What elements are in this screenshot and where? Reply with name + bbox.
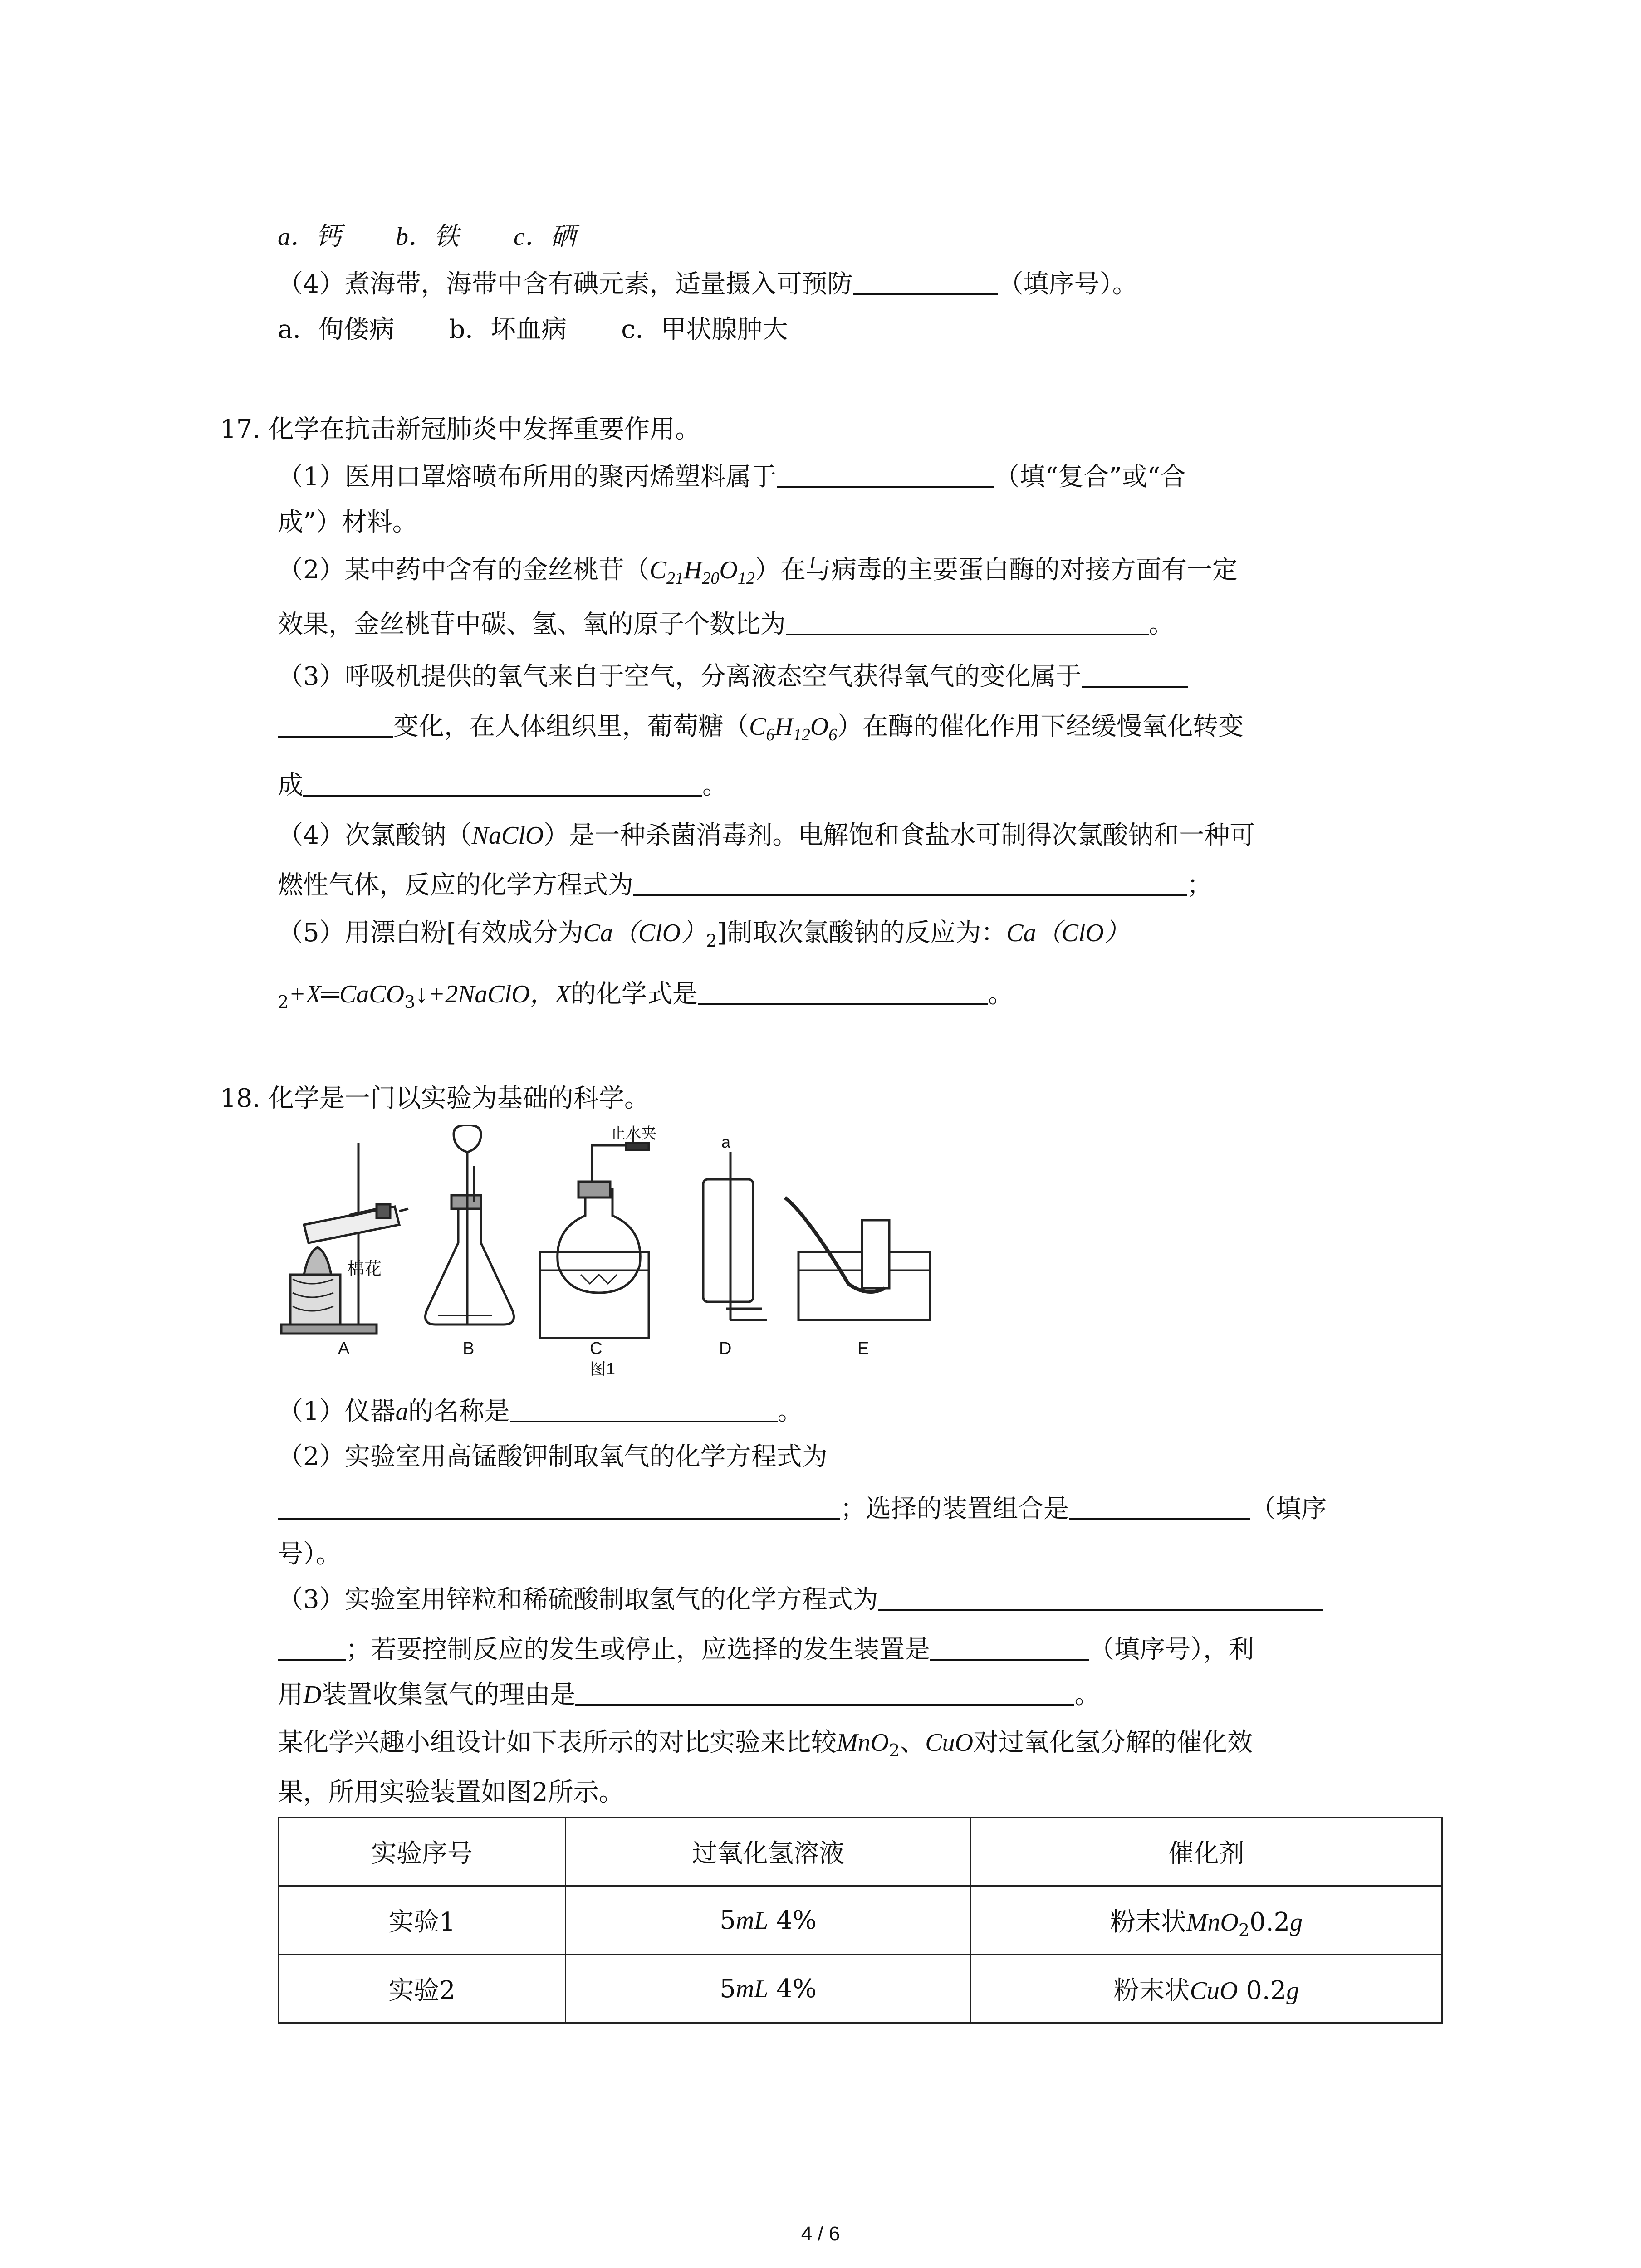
text: 变化，在人体组织里，葡萄糖（: [393, 712, 749, 741]
vol: 5: [720, 1974, 736, 2004]
cat-unit: g: [1286, 1977, 1299, 2005]
q18-part3-cont2: [278, 1676, 1100, 1714]
answer-blank[interactable]: [777, 461, 994, 488]
answer-blank[interactable]: [278, 710, 393, 738]
caption-d: D: [719, 1339, 732, 1358]
text: 对过氧化氢分解的催化效: [973, 1728, 1253, 1757]
text: （填序: [1250, 1494, 1327, 1524]
page-number: 4 / 6: [801, 2223, 840, 2245]
apparatus-a: [281, 1143, 408, 1334]
text: 、: [900, 1728, 926, 1757]
formula-mno2: MnO: [837, 1729, 889, 1757]
text: 成”）材料。: [278, 508, 418, 537]
formula-h: H: [684, 556, 702, 584]
answer-blank[interactable]: [853, 268, 998, 295]
text: （5）用漂白粉[有效成分为: [278, 918, 583, 948]
q17-part5-cont: [278, 975, 1014, 1013]
q16-part4-text: （4）煮海带，海带中含有碘元素，适量摄入可预防: [278, 269, 853, 299]
apparatus-c: [540, 1132, 649, 1338]
formula-c: C: [649, 556, 666, 584]
text: 果，所用实验装置如图2所示。: [278, 1778, 624, 1807]
q16-options-a: [278, 218, 630, 256]
table-row: [279, 1886, 1442, 1955]
q17-part3-cont2: [278, 767, 728, 805]
q18-part3-cont: [278, 1631, 1254, 1669]
q18-part1: [278, 1393, 803, 1431]
caption-c: C: [590, 1339, 603, 1358]
text: （填序号），利: [1089, 1635, 1254, 1664]
q18-part2: [278, 1438, 828, 1476]
cell-solution: [566, 1886, 971, 1955]
header-solution: 过氧化氢溶液: [566, 1818, 971, 1886]
formula-clo: （ClO）: [1036, 919, 1129, 947]
text: （1）医用口罩熔喷布所用的聚丙烯塑料属于: [278, 462, 777, 492]
equation-text: +X═CaCO: [289, 980, 405, 1008]
table-header-row: [279, 1818, 1442, 1886]
option-b: b．坏血病: [449, 315, 567, 344]
text: ）是一种杀菌消毒剂。电解饱和食盐水可制得次氯酸钠和一种可: [544, 821, 1255, 850]
cell-id: 实验1: [279, 1886, 566, 1955]
text: ；: [1187, 870, 1212, 900]
text: （1）仪器: [278, 1397, 396, 1426]
header-catalyst: 催化剂: [971, 1818, 1442, 1886]
answer-blank[interactable]: [278, 1633, 346, 1661]
answer-blank[interactable]: [878, 1584, 1323, 1611]
cell-catalyst: [971, 1886, 1442, 1955]
q18-intro: [278, 1724, 1253, 1762]
cell-id: 实验2: [279, 1955, 566, 2023]
var-a: a: [395, 1398, 408, 1426]
text: ；若要控制反应的发生或停止，应选择的发生装置是: [346, 1635, 930, 1664]
text: 装置收集氢气的理由是: [321, 1680, 576, 1710]
answer-blank[interactable]: [303, 769, 702, 797]
text: 用: [278, 1680, 303, 1710]
q18-part2-cont: [278, 1490, 1327, 1528]
option-c: c．硒: [514, 223, 576, 251]
text: （3）呼吸机提供的氧气来自于空气，分离液态空气获得氧气的变化属于: [278, 662, 1082, 691]
answer-blank[interactable]: [1082, 660, 1188, 688]
cat-amount: 0.2: [1249, 1907, 1290, 1937]
text: 号）。: [278, 1540, 341, 1569]
formula-sub: 2: [1238, 1920, 1250, 1940]
text: （填“复合”或“合: [994, 462, 1186, 492]
text: （2）某中药中含有的金丝桃苷（: [278, 555, 650, 585]
option-a: a．佝偻病: [278, 315, 395, 344]
formula-sub: 21: [666, 569, 684, 588]
answer-blank[interactable]: [510, 1395, 778, 1422]
label-clamp: 止水夹: [610, 1125, 656, 1142]
formula-sub: 12: [737, 569, 755, 588]
cell-solution: [566, 1955, 971, 2023]
formula-sub: 3: [404, 992, 416, 1012]
cell-catalyst: [971, 1955, 1442, 2023]
pct: 4%: [768, 1905, 817, 1935]
formula-sub: 6: [828, 725, 838, 744]
formula-glucose: [749, 713, 838, 744]
q18-intro-cont: [278, 1774, 624, 1812]
text: 。: [1074, 1680, 1100, 1710]
text: （2）实验室用高锰酸钾制取氧气的化学方程式为: [278, 1442, 828, 1471]
answer-blank[interactable]: [633, 869, 1187, 896]
q18-stem: [220, 1080, 650, 1118]
formula-cuo: CuO: [925, 1729, 974, 1757]
text: ；选择的装置组合是: [840, 1494, 1069, 1524]
formula-x: X: [555, 980, 571, 1008]
unit: mL: [735, 1906, 769, 1935]
label-a: a: [721, 1133, 731, 1151]
header-id: 实验序号: [279, 1818, 566, 1886]
formula-sub: 20: [702, 569, 720, 588]
text: 效果，金丝桃苷中碳、氢、氧的原子个数比为: [278, 610, 786, 639]
option-a: a．钙: [278, 223, 341, 251]
formula-sub: 2: [278, 992, 289, 1012]
pct: 4%: [768, 1974, 817, 2004]
answer-blank[interactable]: [1069, 1493, 1250, 1520]
cat-amount: 0.2: [1238, 1976, 1287, 2005]
cat-pre: 粉末状: [1113, 1976, 1190, 2005]
formula-quercetin: [649, 556, 755, 588]
q17-part2-cont: [278, 606, 1174, 644]
text: 。: [988, 979, 1014, 1009]
option-b: b．铁: [396, 223, 459, 251]
var-d: D: [303, 1681, 322, 1709]
formula-c: C: [749, 713, 766, 741]
formula-o: O: [719, 556, 738, 584]
option-c: c．甲状腺肿大: [621, 315, 788, 344]
caption-a: A: [338, 1339, 350, 1358]
cat-unit: g: [1290, 1908, 1303, 1936]
q17-part2: [278, 551, 1238, 589]
formula-o: O: [810, 713, 829, 741]
q17-stem-text: 17. 化学在抗击新冠肺炎中发挥重要作用。: [220, 415, 700, 444]
figure-title: 图1: [590, 1359, 616, 1378]
text: 燃性气体，反应的化学方程式为: [278, 870, 633, 900]
q17-part4-cont: [278, 866, 1212, 904]
apparatus-d: [703, 1152, 767, 1320]
q17-part1-cont: [278, 503, 418, 542]
cat-formula: CuO: [1190, 1977, 1238, 2005]
apparatus-figure: [272, 1125, 935, 1379]
text: 成: [278, 771, 303, 800]
formula-naclo: NaClO: [471, 821, 544, 850]
cat-formula: MnO: [1186, 1908, 1239, 1936]
formula-clo: （ClO）: [612, 919, 706, 947]
answer-blank[interactable]: [930, 1633, 1089, 1661]
text: 。: [702, 771, 728, 800]
apparatus-b: [426, 1125, 514, 1325]
q17-part3: [278, 658, 1188, 696]
formula-ca: Ca: [583, 919, 613, 947]
text: ）在酶的催化作用下经缓慢氧化转变: [837, 712, 1244, 741]
text: 。: [777, 1397, 803, 1426]
answer-blank[interactable]: [575, 1679, 1074, 1706]
answer-blank[interactable]: [786, 608, 1149, 635]
q16-part4-end: （填序号）。: [998, 269, 1138, 299]
q18-part2-cont2: [278, 1535, 341, 1574]
formula-h: H: [774, 713, 793, 741]
experiment-table: [278, 1817, 1443, 2024]
formula-sub: 6: [766, 725, 775, 744]
table-row: [279, 1955, 1442, 2023]
q16-part4: [278, 265, 1138, 303]
formula-sub: 2: [889, 1740, 900, 1760]
apparatus-e: [785, 1198, 930, 1320]
cat-pre: 粉末状: [1110, 1907, 1186, 1937]
unit: mL: [735, 1975, 769, 2003]
q17-part3-cont: [278, 708, 1244, 746]
caption-e: E: [857, 1339, 869, 1358]
text: 的化学式是: [570, 979, 698, 1009]
formula-ca: Ca: [1006, 919, 1036, 947]
q16-options-b: [278, 311, 843, 349]
answer-blank[interactable]: [698, 978, 988, 1005]
label-cotton: 棉花: [347, 1260, 382, 1279]
q18-stem-text: 18. 化学是一门以实验为基础的科学。: [220, 1084, 650, 1113]
text: 的名称是: [408, 1397, 510, 1426]
text: 。: [1149, 610, 1174, 639]
text: （4）次氯酸钠（: [278, 821, 472, 850]
q18-part3: [278, 1581, 1323, 1619]
caption-b: B: [463, 1339, 475, 1358]
formula-sub: 2: [706, 931, 717, 951]
text: ]制取次氯酸钠的反应为：: [717, 918, 1007, 948]
q17-part5: [278, 914, 1129, 952]
q17-part4: [278, 816, 1255, 855]
vol: 5: [720, 1905, 736, 1935]
formula-sub: 12: [793, 725, 810, 744]
text: （3）实验室用锌粒和稀硫酸制取氢气的化学方程式为: [278, 1585, 878, 1614]
equation-text: ↓+2NaClO，: [415, 980, 555, 1008]
text: 某化学兴趣小组设计如下表所示的对比实验来比较: [278, 1728, 837, 1757]
text: ）在与病毒的主要蛋白酶的对接方面有一定: [754, 555, 1238, 585]
answer-blank[interactable]: [278, 1493, 840, 1520]
q17-stem: [220, 411, 700, 449]
q17-part1: [278, 458, 1186, 496]
